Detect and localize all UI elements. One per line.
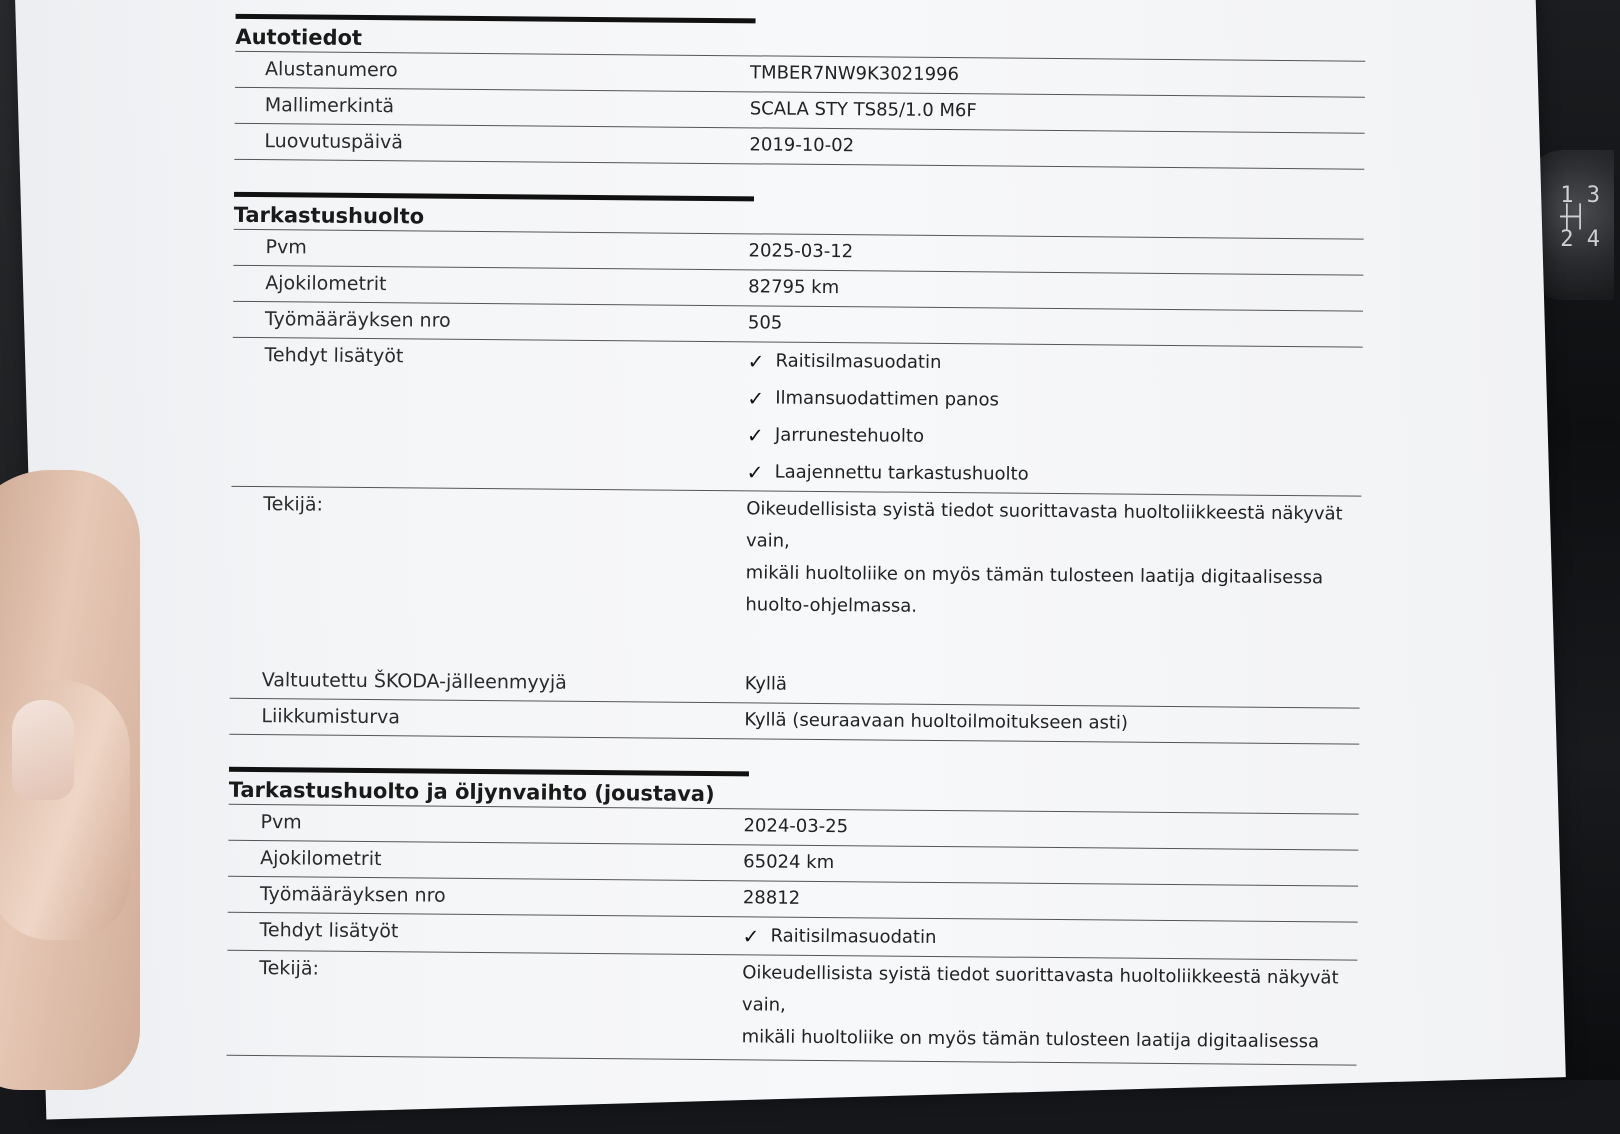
checkmark-icon: ✓	[746, 459, 764, 484]
spacer	[745, 621, 1360, 666]
performer-notice	[741, 955, 1357, 1064]
row-label: Tekijä:	[259, 957, 320, 980]
authorized-dealer-value: Kyllä	[744, 673, 788, 695]
row-label: Valtuutettu ŠKODA-jälleenmyyjä	[261, 669, 567, 694]
performer-notice	[745, 491, 1362, 672]
row-label: Työmääräyksen nro	[259, 883, 446, 907]
checkmark-icon: ✓	[747, 385, 765, 410]
notice-line: Oikeudellisista syistä tiedot suorittavasta huoltoliikkeestä näkyvät vain,	[745, 498, 1343, 552]
date-value: 2025-03-12	[748, 240, 854, 263]
row-label: Mallimerkintä	[264, 94, 395, 118]
table-row	[231, 337, 1362, 496]
table-row	[230, 486, 1362, 673]
list-item-label: Jarrunestehuolto	[774, 424, 925, 447]
row-value: TMBER7NW9K3021996	[750, 62, 960, 86]
document-content	[226, 14, 1365, 1098]
row-value: SCALA STY TS85/1.0 M6F	[749, 98, 977, 122]
work-order-value: 28812	[742, 887, 801, 909]
row-label: Tekijä:	[263, 493, 324, 516]
service-record-paper	[14, 0, 1566, 1120]
mileage-value: 65024 km	[743, 851, 835, 874]
gear-pattern-icon: 1 3 ┼┤ 2 4	[1560, 183, 1600, 252]
notice-line: huolto-ohjelmassa.	[745, 594, 918, 617]
table-row	[226, 950, 1357, 1066]
row-label: Työmääräyksen nro	[264, 308, 451, 332]
work-order-value: 505	[747, 312, 783, 334]
row-label: Ajokilometrit	[265, 272, 387, 296]
list-item-label: Ilmansuodattimen panos	[775, 387, 1000, 411]
list-item	[747, 379, 1362, 421]
row-label: Luovutuspäivä	[264, 130, 404, 154]
list-item	[742, 917, 1357, 959]
section-title: Autotiedot	[235, 14, 755, 56]
notice-line: mikäli huoltoliike on myös tämän tulosteen laatija digitaalisessa	[741, 1026, 1320, 1053]
checkmark-icon: ✓	[747, 348, 765, 373]
thumbnail	[12, 700, 74, 800]
extra-work-list	[746, 342, 1362, 495]
section-oljynvaihto	[226, 767, 1358, 1066]
checkmark-icon: ✓	[742, 923, 760, 948]
list-item-label: Raitisilmasuodatin	[770, 925, 937, 948]
list-item	[747, 342, 1362, 384]
mileage-value: 82795 km	[748, 276, 840, 299]
row-label: Ajokilometrit	[260, 847, 382, 871]
section-title: Tarkastushuolto	[234, 192, 754, 234]
row-label: Alustanumero	[265, 58, 398, 82]
list-item	[746, 453, 1361, 495]
date-value: 2024-03-25	[743, 815, 849, 838]
row-label: Tehdyt lisätyöt	[264, 344, 404, 368]
notice-line: mikäli huoltoliike on myös tämän tulosteen laatija digitaalisessa	[745, 562, 1324, 589]
section-title: Tarkastushuolto ja öljynvaihto (joustava)	[229, 767, 749, 809]
row-label: Liikkumisturva	[261, 705, 401, 729]
extra-work-list	[742, 917, 1357, 959]
list-item-label: Raitisilmasuodatin	[775, 350, 942, 373]
list-item-label: Laajennettu tarkastushuolto	[774, 461, 1029, 485]
checkmark-icon: ✓	[746, 422, 764, 447]
section-tarkastushuolto	[229, 192, 1364, 745]
row-value: 2019-10-02	[749, 134, 855, 157]
row-label: Pvm	[265, 236, 307, 259]
row-label: Tehdyt lisätyöt	[259, 919, 399, 943]
section-autotiedot	[234, 14, 1365, 170]
mobility-guarantee-value: Kyllä (seuraavaan huoltoilmoitukseen asti)	[744, 709, 1129, 734]
notice-line: Oikeudellisista syistä tiedot suorittavasta huoltoliikkeestä näkyvät vain,	[741, 962, 1339, 1016]
row-label: Pvm	[260, 811, 302, 834]
list-item	[747, 416, 1362, 458]
